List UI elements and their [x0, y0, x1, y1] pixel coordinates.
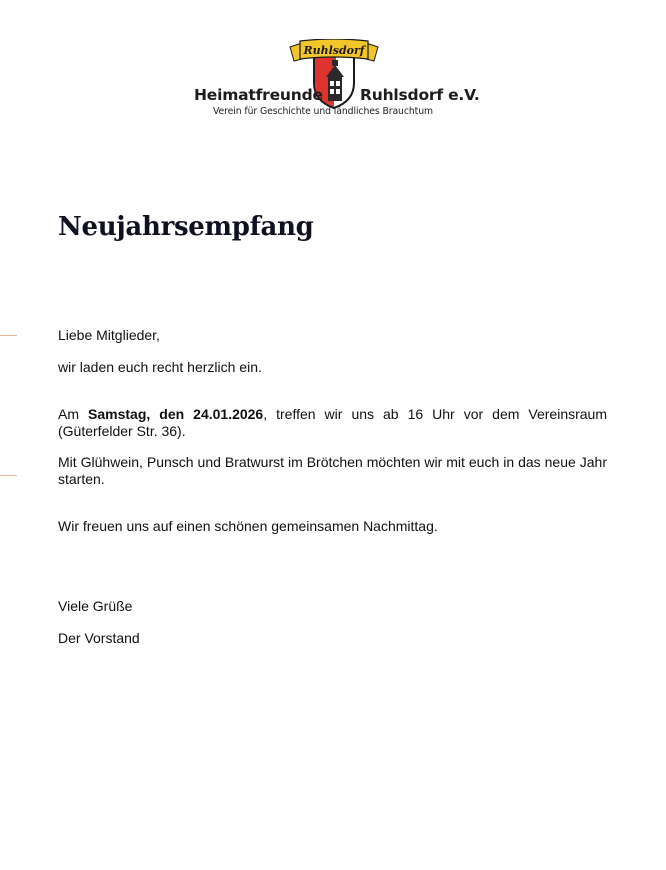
invitation-line: wir laden euch recht herzlich ein.: [58, 359, 262, 375]
greeting: Liebe Mitglieder,: [58, 327, 160, 343]
event-prefix: Am: [58, 406, 89, 422]
logo-name-left: Heimatfreunde: [194, 86, 323, 104]
logo-subtitle: Verein für Geschichte und ländliches Brauchtum: [213, 106, 433, 117]
regards: Viele Grüße: [58, 598, 133, 614]
food-paragraph: Mit Glühwein, Punsch und Bratwurst im Brötchen möchten wir mit euch in das neue Jahr starten.: [58, 454, 607, 487]
event-details: [58, 406, 607, 439]
event-location: , treffen wir uns ab 16 Uhr vor dem Vereinsraum (Güterfelder Str. 36).: [58, 406, 607, 439]
event-date: Samstag, den 24.01.2026: [88, 406, 264, 422]
banner-text: Ruhlsdorf: [303, 44, 365, 57]
fold-mark-middle: [0, 475, 17, 476]
club-logo: [190, 36, 480, 120]
fold-mark-top: [0, 335, 17, 336]
logo-name-right: Ruhlsdorf e.V.: [360, 86, 480, 104]
signature: Der Vorstand: [58, 630, 140, 646]
closing-line: Wir freuen uns auf einen schönen gemeinsamen Nachmittag.: [58, 518, 438, 534]
page-title: Neujahrsempfang: [58, 212, 314, 242]
